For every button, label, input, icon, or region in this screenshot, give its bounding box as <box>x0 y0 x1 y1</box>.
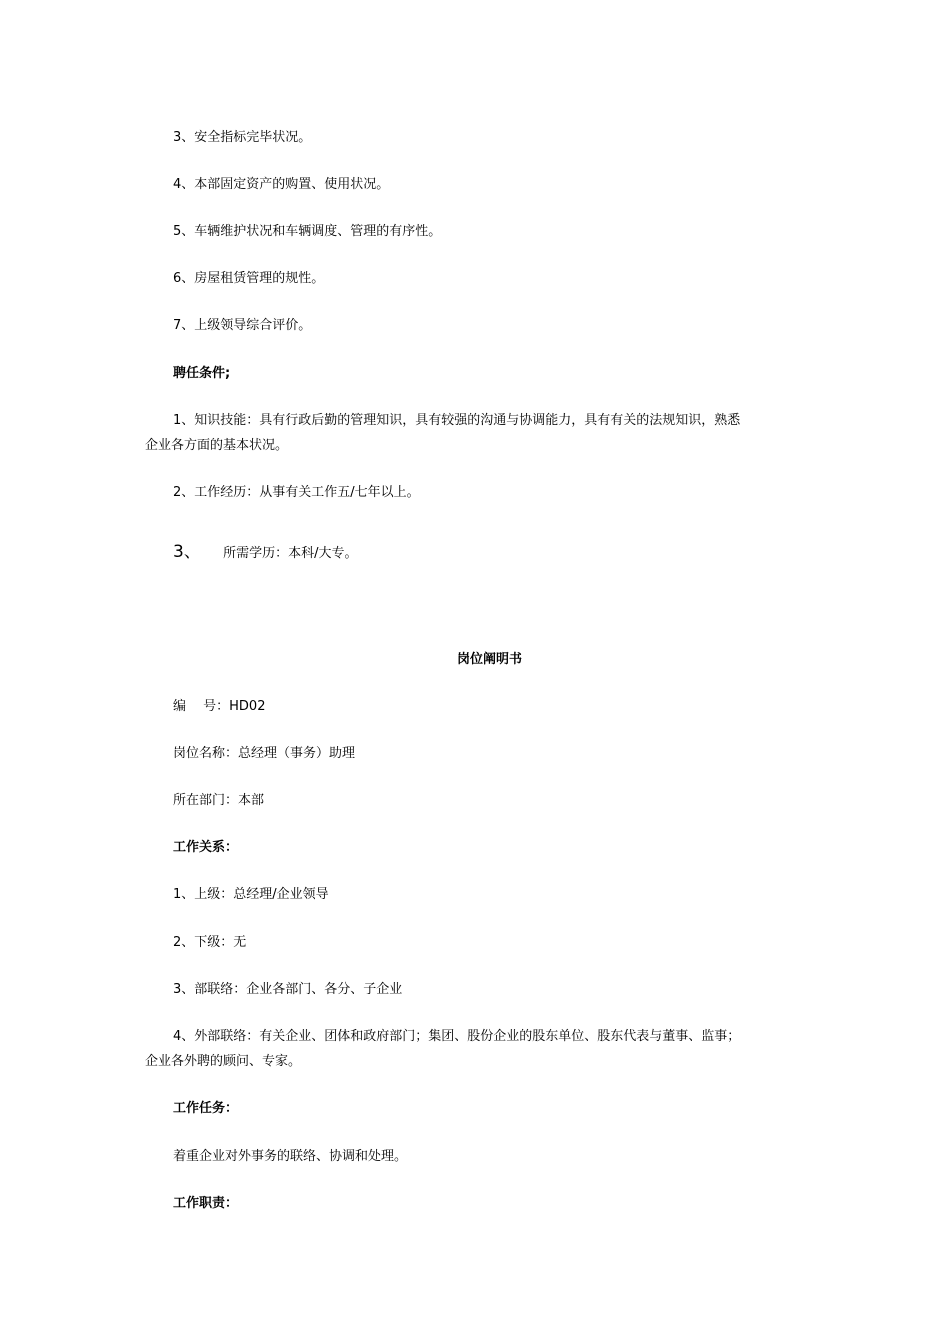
relations-heading: 工作关系： <box>173 840 239 855</box>
assessment-item-7: 7、上级领导综合评价。 <box>173 318 312 333</box>
assessment-item-4: 4、本部固定资产的购置、使用状况。 <box>173 177 390 192</box>
position-number-label: 编 号： <box>173 699 230 714</box>
condition-experience: 2、工作经历：从事有关工作五/七年以上。 <box>173 485 420 500</box>
duties-heading: 工作职责： <box>173 1196 239 1211</box>
position-number-value: HD02 <box>229 699 266 714</box>
condition-education <box>173 540 358 566</box>
position-department: 所在部门：本部 <box>173 793 265 808</box>
task-text: 着重企业对外事务的联络、协调和处理。 <box>173 1149 408 1164</box>
conditions-heading: 聘任条件; <box>173 366 231 381</box>
position-name: 岗位名称：总经理（事务）助理 <box>173 746 356 761</box>
assessment-item-3: 3、安全指标完毕状况。 <box>173 130 312 145</box>
condition-knowledge-line2: 企业各方面的基本状况。 <box>145 438 289 453</box>
document-title: 岗位阐明书 <box>456 652 522 667</box>
relation-external-line1: 4、外部联络：有关企业、团体和政府部门；集团、股份企业的股东单位、股东代表与董事、监事； <box>173 1029 741 1044</box>
relation-internal: 3、部联络：企业各部门、各分、子企业 <box>173 982 403 997</box>
condition-education-text: 所需学历：本科/大专。 <box>223 546 358 561</box>
position-number <box>173 694 265 719</box>
relation-external-line2: 企业各外聘的顾问、专家。 <box>145 1054 302 1069</box>
condition-knowledge-line1: 1、知识技能：具有行政后勤的管理知识，具有较强的沟通与协调能力，具有有关的法规知识，熟悉 <box>173 413 741 428</box>
task-heading: 工作任务： <box>173 1101 239 1116</box>
assessment-item-6: 6、房屋租赁管理的规性。 <box>173 271 325 286</box>
relation-superior: 1、上级：总经理/企业领导 <box>173 887 329 902</box>
condition-education-number: 3、 <box>173 542 201 562</box>
relation-subordinate: 2、下级：无 <box>173 935 247 950</box>
assessment-item-5: 5、车辆维护状况和车辆调度、管理的有序性。 <box>173 224 442 239</box>
